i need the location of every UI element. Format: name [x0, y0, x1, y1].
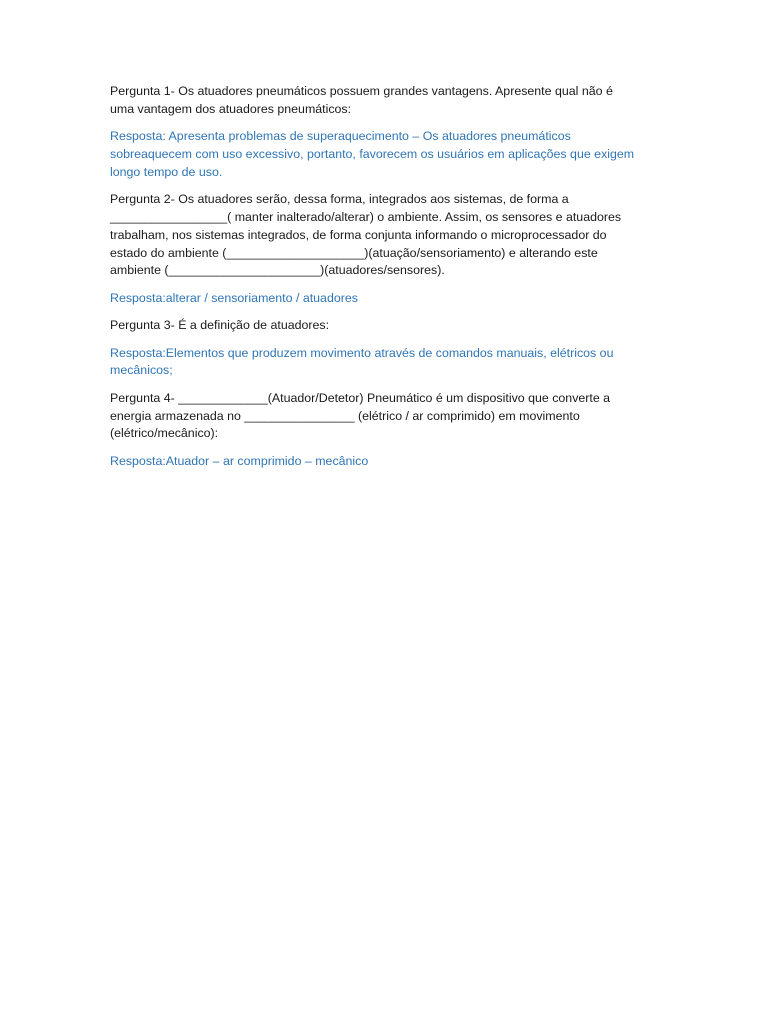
answer-3: [110, 345, 662, 381]
question-1: [110, 83, 662, 119]
text-line: longo tempo de uso.: [110, 164, 223, 179]
text-line: uma vantagem dos atuadores pneumáticos:: [110, 101, 352, 116]
text-line: _________________( manter inalterado/alterar) o ambiente. Assim, os sensores e atuadores: [110, 209, 622, 224]
document-body: [110, 83, 662, 480]
text-line: ambiente (______________________)(atuadores/sensores).: [110, 263, 445, 278]
text-line: energia armazenada no ________________ (elétrico / ar comprimido) em movimento: [110, 408, 580, 423]
text-line: Pergunta 2- Os atuadores serão, dessa forma, integrados aos sistemas, de forma a: [110, 192, 569, 207]
text-line: trabalham, nos sistemas integrados, de forma conjunta informando o microprocessador do: [110, 227, 607, 242]
answer-2: [110, 290, 662, 308]
text-line: Resposta:Elementos que produzem movimento através de comandos manuais, elétricos ou: [110, 345, 614, 360]
answer-4: [110, 453, 662, 471]
text-line: mecânicos;: [110, 363, 173, 378]
text-line: sobreaquecem com uso excessivo, portanto, favorecem os usuários em aplicações que exigem: [110, 146, 635, 161]
question-4: [110, 390, 662, 443]
text-line: Resposta: Apresenta problemas de superaquecimento – Os atuadores pneumáticos: [110, 129, 571, 144]
text-line: Resposta:Atuador – ar comprimido – mecânico: [110, 453, 369, 468]
text-line: Pergunta 1- Os atuadores pneumáticos possuem grandes vantagens. Apresente qual não é: [110, 84, 613, 98]
question-3: [110, 317, 662, 335]
text-line: Resposta:alterar / sensoriamento / atuadores: [110, 290, 358, 305]
question-2: [110, 191, 662, 280]
answer-1: [110, 128, 662, 181]
text-line: estado do ambiente (____________________)(atuação/sensoriamento) e alterando este: [110, 245, 598, 260]
text-line: Pergunta 3- É a definição de atuadores:: [110, 318, 330, 333]
text-line: (elétrico/mecânico):: [110, 426, 219, 441]
text-line: Pergunta 4- _____________(Atuador/Detetor) Pneumático é um dispositivo que converte a: [110, 390, 611, 405]
